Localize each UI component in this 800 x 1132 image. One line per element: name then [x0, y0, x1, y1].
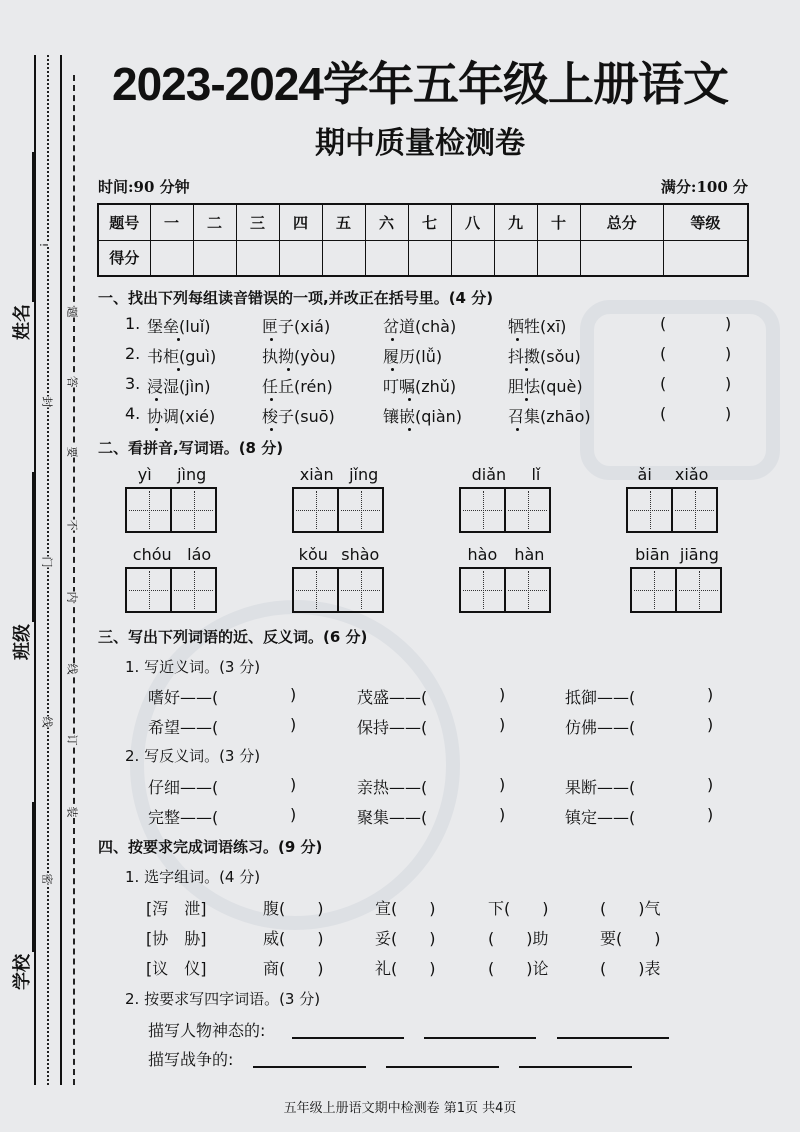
emphasis-dot	[155, 428, 158, 431]
word-item: 浸湿(jìn)	[147, 377, 211, 396]
synonym-item[interactable]	[148, 715, 297, 738]
seal-char: 订	[65, 734, 79, 746]
emphasis-dot	[177, 338, 180, 341]
emphasis-dot	[391, 338, 394, 341]
binding-margin	[0, 0, 95, 1132]
answer-paren-close[interactable]: )	[725, 374, 732, 393]
score-input-cell[interactable]	[580, 240, 663, 276]
table-cell: 七	[408, 204, 451, 240]
table-cell: 五	[322, 204, 365, 240]
close-paren: )	[290, 805, 297, 824]
close-paren: )	[707, 685, 714, 704]
seal-char: 答	[65, 376, 79, 388]
margin-line-right	[60, 55, 62, 1085]
emphasis-dot	[408, 398, 411, 401]
score-input-cell[interactable]	[150, 240, 193, 276]
close-paren: )	[499, 685, 506, 704]
close-paren: )	[499, 805, 506, 824]
word-item: 匣子(xiá)	[262, 317, 331, 336]
table-cell: 四	[279, 204, 322, 240]
item-text: 仔细——(	[148, 778, 219, 797]
pinyin-syllable: biān	[635, 545, 670, 564]
row-number: 1.	[125, 314, 141, 333]
emphasis-dot	[525, 398, 528, 401]
emphasis-dot	[516, 428, 519, 431]
answer-line[interactable]	[386, 1066, 499, 1068]
answer-line[interactable]	[292, 1037, 404, 1039]
fill-item[interactable]: 宣( )	[375, 899, 436, 918]
table-cell: 题号	[98, 204, 150, 240]
writing-grid[interactable]	[125, 487, 217, 533]
section3-title: 三、写出下列词语的近、反义词。(6 分)	[98, 628, 368, 646]
emphasis-dot	[155, 398, 158, 401]
word-item: 岔道(chà)	[383, 317, 457, 336]
seal-char: !	[37, 242, 51, 248]
fill-item[interactable]: ( )气	[600, 899, 661, 918]
emphasis-dot	[391, 368, 394, 371]
pinyin-syllable: láo	[187, 545, 212, 564]
score-input-cell[interactable]	[322, 240, 365, 276]
table-cell: 等级	[663, 204, 748, 240]
pinyin-syllable: ǎi	[637, 465, 652, 484]
seal-char: 线	[40, 716, 54, 728]
pinyin-syllable: jiāng	[679, 545, 719, 564]
pinyin-syllable: xiàn	[299, 465, 334, 484]
fill-item[interactable]: 妥( )	[375, 929, 436, 948]
word-item: 堡垒(luǐ)	[147, 317, 211, 336]
word-item: 协调(xié)	[147, 407, 216, 426]
close-paren: )	[707, 715, 714, 734]
writing-grid[interactable]	[125, 567, 217, 613]
seal-char: 要	[65, 446, 79, 458]
word-item: 书柜(guì)	[147, 347, 217, 366]
word-item: 执拗(yòu)	[262, 347, 336, 366]
item-text: 果断——(	[565, 778, 636, 797]
page-footer: 五年级上册语文期中检测卷 第1页 共4页	[283, 1101, 517, 1116]
seal-char: 密	[40, 873, 54, 885]
emphasis-dot	[270, 398, 273, 401]
table-cell: 十	[537, 204, 580, 240]
antonym-item[interactable]	[357, 805, 506, 828]
close-paren: )	[499, 775, 506, 794]
fill-item[interactable]: 要( )	[600, 929, 661, 948]
table-cell: 八	[451, 204, 494, 240]
answer-line[interactable]	[519, 1066, 632, 1068]
antonym-item[interactable]	[148, 775, 297, 798]
item-text: 镇定——(	[565, 808, 636, 827]
score-input-cell[interactable]	[537, 240, 580, 276]
fill-item[interactable]: ( )表	[600, 959, 661, 978]
fill-item[interactable]: ( )论	[488, 959, 549, 978]
table-cell: 三	[236, 204, 279, 240]
pinyin-syllable: yì	[137, 465, 152, 484]
char-pair: [泻 泄]	[146, 899, 207, 918]
score-input-cell[interactable]	[193, 240, 236, 276]
word-item: 任丘(rén)	[262, 377, 333, 396]
full-score: 满分:100 分	[660, 178, 748, 196]
score-input-cell[interactable]	[408, 240, 451, 276]
item-text: 希望——(	[148, 718, 219, 737]
writing-grid[interactable]	[292, 487, 384, 533]
word-item: 履历(lǚ)	[383, 347, 443, 366]
close-paren: )	[290, 715, 297, 734]
fill-item[interactable]: 礼( )	[375, 959, 436, 978]
answer-paren-close[interactable]: )	[725, 314, 732, 333]
school-field[interactable]	[8, 802, 34, 990]
close-paren: )	[290, 775, 297, 794]
word-item: 叮嘱(zhǔ)	[383, 377, 457, 396]
table-cell: 总分	[580, 204, 663, 240]
word-item: 牺牲(xī)	[508, 317, 567, 336]
emphasis-dot	[177, 368, 180, 371]
page-subtitle: 期中质量检测卷	[315, 126, 525, 161]
synonym-item[interactable]	[148, 685, 297, 708]
word-item: 召集(zhāo)	[508, 407, 591, 426]
page-title: 2023-2024学年五年级上册语文	[112, 58, 728, 110]
select-char-title: 1. 选字组词。(4 分)	[125, 868, 261, 886]
writing-grid[interactable]	[630, 567, 722, 613]
antonym-item[interactable]	[148, 805, 297, 828]
fill-item[interactable]: ( )助	[488, 929, 549, 948]
score-table-header-row	[98, 204, 748, 240]
synonym-item[interactable]	[565, 715, 714, 738]
antonym-item[interactable]	[565, 805, 714, 828]
answer-paren-open[interactable]: (	[660, 404, 667, 423]
score-input-cell[interactable]	[365, 240, 408, 276]
item-text: 完整——(	[148, 808, 219, 827]
answer-line[interactable]	[253, 1066, 366, 1068]
item-text: 聚集——(	[357, 808, 428, 827]
item-text: 茂盛——(	[357, 688, 428, 707]
pinyin-syllable: lǐ	[531, 465, 541, 484]
class-field[interactable]	[8, 472, 34, 660]
class-label: 班级	[12, 624, 33, 660]
item-text: 嗜好——(	[148, 688, 219, 707]
seal-char: 线	[65, 663, 79, 675]
item-text: 抵御——(	[565, 688, 636, 707]
pinyin-syllable: hàn	[514, 545, 545, 564]
seal-char: 不	[65, 519, 79, 531]
answer-paren-open[interactable]: (	[660, 344, 667, 363]
close-paren: )	[707, 775, 714, 794]
pinyin-syllable: chóu	[132, 545, 172, 564]
school-label: 学校	[12, 954, 33, 990]
pinyin-syllable: hào	[467, 545, 498, 564]
table-cell: 得分	[98, 240, 150, 276]
table-cell: 六	[365, 204, 408, 240]
antonym-item[interactable]	[565, 775, 714, 798]
section4-title: 四、按要求完成词语练习。(9 分)	[98, 838, 323, 856]
writing-grid[interactable]	[459, 487, 551, 533]
antonym-item[interactable]	[357, 775, 506, 798]
margin-dashed-line	[73, 75, 75, 1085]
row-number: 4.	[125, 404, 141, 423]
close-paren: )	[499, 715, 506, 734]
char-pair: [议 仪]	[146, 959, 207, 978]
close-paren: )	[290, 685, 297, 704]
emphasis-dot	[525, 368, 528, 371]
score-input-cell[interactable]	[451, 240, 494, 276]
section1-row	[125, 314, 745, 344]
seal-char: 门	[40, 556, 54, 568]
score-input-cell[interactable]	[236, 240, 279, 276]
margin-line-left	[34, 55, 36, 1085]
seal-char: 封	[40, 396, 54, 408]
word-item: 抖擞(sǒu)	[508, 347, 581, 366]
table-cell: 二	[193, 204, 236, 240]
score-input-cell[interactable]	[279, 240, 322, 276]
writing-grid[interactable]	[459, 567, 551, 613]
pinyin-syllable: xiǎo	[674, 465, 709, 484]
synonyms-title: 1. 写近义词。(3 分)	[125, 658, 261, 676]
fill-item[interactable]: 商( )	[263, 959, 324, 978]
answer-line[interactable]	[557, 1037, 669, 1039]
writing-grid[interactable]	[292, 567, 384, 613]
char-pair: [协 胁]	[146, 929, 207, 948]
section2-title: 二、看拼音,写词语。(8 分)	[98, 439, 284, 457]
close-paren: )	[707, 805, 714, 824]
writing-grid[interactable]	[626, 487, 718, 533]
name-label: 姓名	[12, 304, 33, 340]
antonyms-title: 2. 写反义词。(3 分)	[125, 747, 261, 765]
emphasis-dot	[270, 338, 273, 341]
score-input-cell[interactable]	[494, 240, 537, 276]
word-item: 镶嵌(qiàn)	[383, 407, 463, 426]
emphasis-dot	[408, 428, 411, 431]
table-cell: 九	[494, 204, 537, 240]
margin-dotted-line	[47, 55, 49, 1085]
prompt-expression: 描写人物神态的:	[148, 1021, 266, 1040]
answer-paren-close[interactable]: )	[725, 404, 732, 423]
pinyin-syllable: kǒu	[298, 545, 328, 564]
item-text: 保持——(	[357, 718, 428, 737]
emphasis-dot	[516, 338, 519, 341]
pinyin-syllable: jǐng	[349, 465, 379, 484]
pinyin-syllable: diǎn	[471, 465, 507, 484]
fill-item[interactable]: 威( )	[263, 929, 324, 948]
synonym-item[interactable]	[565, 685, 714, 708]
score-table	[97, 203, 749, 277]
section1-row	[125, 404, 745, 434]
section1-row	[125, 344, 745, 374]
synonym-item[interactable]	[357, 685, 506, 708]
row-number: 3.	[125, 374, 141, 393]
emphasis-dot	[270, 428, 273, 431]
fill-item[interactable]: 下( )	[488, 899, 549, 918]
four-char-title: 2. 按要求写四字词语。(3 分)	[125, 990, 321, 1008]
answer-line[interactable]	[424, 1037, 536, 1039]
answer-paren-close[interactable]: )	[725, 344, 732, 363]
pinyin-syllable: jìng	[177, 465, 207, 484]
exam-time: 时间:90 分钟	[98, 178, 190, 196]
item-text: 仿佛——(	[565, 718, 636, 737]
synonym-item[interactable]	[357, 715, 506, 738]
answer-paren-open[interactable]: (	[660, 314, 667, 333]
table-cell: 一	[150, 204, 193, 240]
fill-item[interactable]: 腹( )	[263, 899, 324, 918]
seal-char: 题	[65, 306, 79, 318]
section1-title: 一、找出下列每组读音错误的一项,并改正在括号里。(4 分)	[98, 289, 494, 307]
section1-row	[125, 374, 745, 404]
seal-char: 内	[65, 591, 79, 603]
score-table-score-row	[98, 240, 748, 276]
word-item: 梭子(suō)	[262, 407, 335, 426]
word-item: 胆怯(què)	[508, 377, 583, 396]
pinyin-syllable: shào	[341, 545, 380, 564]
row-number: 2.	[125, 344, 141, 363]
answer-paren-open[interactable]: (	[660, 374, 667, 393]
prompt-war: 描写战争的:	[148, 1050, 234, 1069]
emphasis-dot	[287, 368, 290, 371]
score-input-cell[interactable]	[663, 240, 748, 276]
seal-char: 装	[65, 806, 79, 818]
name-field[interactable]	[8, 152, 34, 340]
item-text: 亲热——(	[357, 778, 428, 797]
